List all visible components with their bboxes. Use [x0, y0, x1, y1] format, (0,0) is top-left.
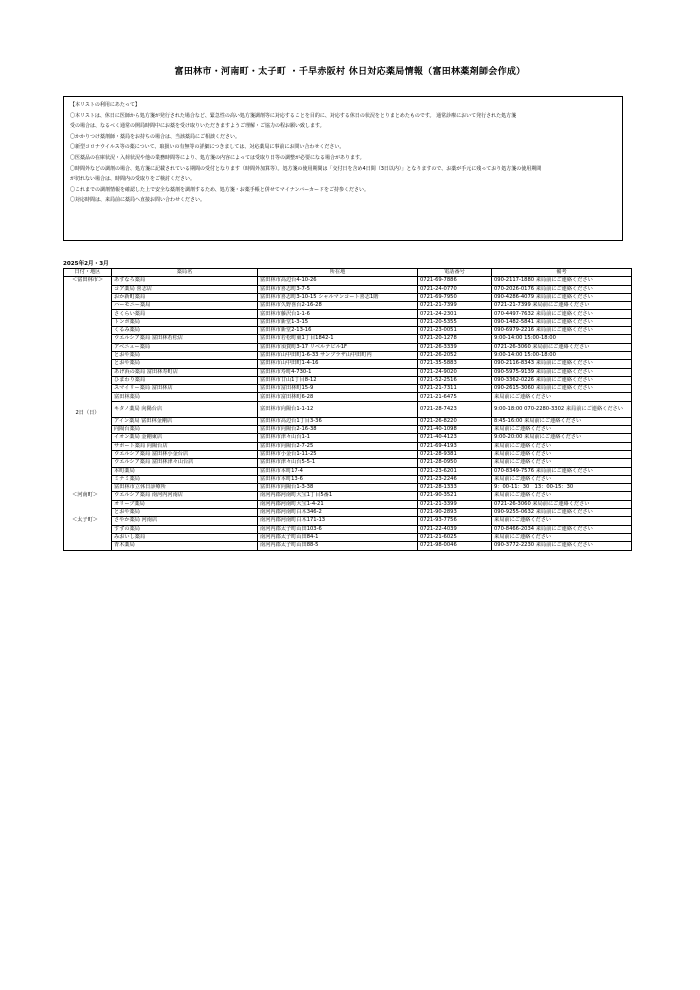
notes: 来局前にご連絡ください [492, 492, 632, 500]
pharmacy-name: コア薬局 喜志店 [112, 285, 258, 293]
pharmacy-name: さくらい薬局 [112, 310, 258, 318]
notes: 来局前にご連絡ください [492, 533, 632, 541]
pharmacy-name: イオン薬局 金剛東店 [112, 434, 258, 442]
pharmacy-name: 本町薬局 [112, 467, 258, 475]
pharmacy-name: 富田林薬局 [112, 393, 258, 401]
notes: 090-3772-2230 来局前にご連絡ください [492, 542, 632, 550]
phone: 0721-90-3521 [418, 492, 492, 500]
notice-line: 〇本リストは、休日に医師から処方箋が発行された場合など、緊急性の高い処方箋調剤等に対応することを目的に、対応する休日の状況をとりまとめたものです。 通常診療において発行された処方箋 [70, 112, 517, 119]
phone: 0721-69-7950 [418, 293, 492, 301]
pharmacy-name: トンボ薬局 [112, 318, 258, 326]
table-row [64, 492, 632, 500]
address: 富田林市津々山台5-5-1 [258, 459, 418, 467]
table-row [64, 533, 632, 541]
address: 富田林市廿山1丁目8-12 [258, 376, 418, 384]
address: 富田林市向陽台1-1-12 [258, 401, 418, 417]
phone: 0721-24-9020 [418, 368, 492, 376]
table-row [64, 417, 632, 425]
pharmacy-name: オリーブ薬局 [112, 500, 258, 508]
notes: 090-2615-3060 来局前にご連絡ください [492, 385, 632, 393]
pharmacy-name: みおいし薬局 [112, 533, 258, 541]
notice-line: 〇かかりつけ薬剤師・薬局をお持ちの場合は、当該薬局にご相談ください。 [70, 133, 241, 140]
pharmacy-name: すずの薬局 [112, 525, 258, 533]
phone: 0721-23-2246 [418, 475, 492, 483]
address: 富田林市富田林町15-9 [258, 385, 418, 393]
phone: 0721-93-7756 [418, 517, 492, 525]
pharmacy-name: くるみ薬局 [112, 327, 258, 335]
address: 富田林市富田林町6-28 [258, 393, 418, 401]
phone: 0721-23-0051 [418, 327, 492, 335]
pharmacy-name: ＜太子町＞ さやか薬局 河南店 [112, 517, 258, 525]
notes: 070-2026-0176 来局前にご連絡ください [492, 285, 632, 293]
phone: 0721-40-4123 [418, 434, 492, 442]
address: 富田林市向陽台2-16-38 [258, 426, 418, 434]
phone: 0721-90-2893 [418, 509, 492, 517]
table-row [64, 525, 632, 533]
header-pharmacy-name: 薬局名 [112, 269, 258, 277]
notes: 0721-21-7399 来局前にご連絡ください [492, 302, 632, 310]
notes: 070-8349-7576 来局前にご連絡ください [492, 467, 632, 475]
notice-line: 〇医薬品の在庫状況・入荷状況や他の業務時間等により、処方箋の内容によっては受取り日等の調整が必要になる場合があります。 [70, 154, 365, 161]
address: 富田林市喜志町3-7-5 [258, 285, 418, 293]
table-row [64, 277, 632, 285]
notice-line: 〇時間外などの調剤の場合、処方箋に記載されている期間の受付となります（時間外加算等）。処方箋の使用期間は「交付日を含め4日間（3日以内）」となりますので、お薬が手元に残っており処方箋の使用期間 [70, 165, 542, 172]
address: 富田林市喜志町3-10-15 シャルマンコート喜志1階 [258, 293, 418, 301]
address: 富田林市新堂1-3-15 [258, 318, 418, 326]
pharmacy-name: ウエルシア薬局 富田林津々山台店 [112, 459, 258, 467]
table-header-row [64, 269, 632, 277]
phone: 0721-21-6475 [418, 393, 492, 401]
notice-line: 〇対応時間は、来局前に薬局へ直接お問い合わせください。 [70, 197, 206, 204]
table-row [64, 360, 632, 368]
notes: 8:45-16:00 来局前にご連絡ください [492, 417, 632, 425]
table-body [64, 277, 632, 550]
phone: 0721-98-0046 [418, 542, 492, 550]
notes: 来局前にご連絡ください [492, 450, 632, 458]
date-cell: 2日（日） [64, 277, 112, 550]
table-row [64, 385, 632, 393]
notice-line: が切れない場合は、時間内の受取りをご検討ください。 [70, 176, 196, 183]
notes: 090-1482-5841 来局前にご連絡ください [492, 318, 632, 326]
table-row [64, 376, 632, 384]
phone: 0721-22-4039 [418, 525, 492, 533]
address: 富田林市須賀町3-17 リベルテビル1F [258, 343, 418, 351]
table-row [64, 318, 632, 326]
pharmacy-name: サポート薬局 向陽台店 [112, 442, 258, 450]
notes: 来局前にご連絡ください [492, 459, 632, 467]
notes: 0721-26-3060 来局前にご連絡ください [492, 343, 632, 351]
period-label: 2025年2月・3月 [63, 261, 109, 267]
table-row [64, 484, 632, 492]
table-row [64, 517, 632, 525]
phone: 0721-21-6025 [418, 533, 492, 541]
area-label: ＜富田林市＞ [72, 277, 104, 284]
address: 南河内郡太子町山田84-1 [258, 533, 418, 541]
address: 富田林市新堂2-13-16 [258, 327, 418, 335]
table-row [64, 327, 632, 335]
address: 南河内郡河南町大宝1丁目5番1 [258, 492, 418, 500]
phone: 0721-35-5883 [418, 360, 492, 368]
address: 富田林市若松町東1丁目1842-1 [258, 335, 418, 343]
address: 富田林市津々山台1-1 [258, 434, 418, 442]
phone: 0721-52-2516 [418, 376, 492, 384]
phone: 0721-28-9381 [418, 450, 492, 458]
pharmacy-name: キタノ薬局 向陽台店 [112, 401, 258, 417]
pharmacy-name: 向陽台薬局 [112, 426, 258, 434]
table-row [64, 450, 632, 458]
pharmacy-name: ウエルシア薬局 富田林小金台店 [112, 450, 258, 458]
phone: 0721-20-1278 [418, 335, 492, 343]
pharmacy-name: 富田林市立休日診療所 [112, 484, 258, 492]
notes: 9：00-11：30 13：00-15：30 [492, 484, 632, 492]
notes: 090-9255-0632 来局前にご連絡ください [492, 509, 632, 517]
pharmacy-name: とおや薬局 [112, 360, 258, 368]
header-address: 所在地 [258, 269, 418, 277]
notes: 来局前にご連絡ください [492, 517, 632, 525]
usage-notice [63, 96, 623, 241]
phone: 0721-21-3399 [418, 500, 492, 508]
table-row [64, 335, 632, 343]
pharmacy-name: おか新町薬局 [112, 293, 258, 301]
area-label: ＜太子町＞ [72, 517, 98, 524]
pharmacy-name: ＜河南町＞ ウエルシア薬局 南河内河南店 [112, 492, 258, 500]
pharmacy-name: ウエルシア薬局 富田林若松店 [112, 335, 258, 343]
pharmacy-name: ひまわり薬局 [112, 376, 258, 384]
notes: 090-6979-2216 来局前にご連絡ください [492, 327, 632, 335]
notice-heading: 【本リストの利用にあたって】 [70, 102, 140, 108]
notes: 来局前にご連絡ください [492, 442, 632, 450]
notes: 9:00-18:00 070-2280-3302 来局前にご連絡ください [492, 401, 632, 417]
address: 富田林市寿町4-730-1 [258, 368, 418, 376]
table-row [64, 351, 632, 359]
notice-line: 〇新型コロナウイルス等の薬について、取扱いの有無等の詳細につきましては、対応薬局に事前にお問い合わせください。 [70, 144, 345, 151]
table-row [64, 475, 632, 483]
phone: 0721-26-2052 [418, 351, 492, 359]
notes: 9:00-14:00 15:00-18:00 [492, 335, 632, 343]
notice-line: 受の場合は、なるべく通常の開局時間中にお薬を受け取りいただきますようご理解・ご協力の程お願い致します。 [70, 123, 325, 130]
address: 富田林市本町13-6 [258, 475, 418, 483]
phone: 0721-28-1333 [418, 484, 492, 492]
table-row [64, 467, 632, 475]
address: 富田林市山中田町1-4-16 [258, 360, 418, 368]
pharmacy-name: 青木薬局 [112, 542, 258, 550]
pharmacy-name: とおや薬局 [112, 351, 258, 359]
table-row [64, 302, 632, 310]
header-date-area: 日付・地区 [64, 269, 112, 277]
pharmacy-name: あげ浜の薬局 富田林寿町店 [112, 368, 258, 376]
notes: 090-2117-1880 来局前にご連絡ください [492, 277, 632, 285]
table-row [64, 310, 632, 318]
table-row [64, 542, 632, 550]
table-row [64, 343, 632, 351]
notice-line: 〇これまでの調剤情報を確認した上で安全な薬剤を調剤するため、処方箋・お薬手帳と併せてマイナンバーカードをご持参ください。 [70, 186, 370, 193]
table-row [64, 434, 632, 442]
header-notes: 備考 [492, 269, 632, 277]
pharmacy-name: ＜富田林市＞ あすなろ薬局 [112, 277, 258, 285]
notes: 090-2116-8343 来局前にご連絡ください [492, 360, 632, 368]
notes: 090-4286-4079 来局前にご連絡ください [492, 293, 632, 301]
address: 富田林市藤沢台1-1-6 [258, 310, 418, 318]
table-row [64, 368, 632, 376]
phone: 0721-21-7311 [418, 385, 492, 393]
table-row [64, 442, 632, 450]
notes: 9:00-14:00 15:00-18:00 [492, 351, 632, 359]
notes: 0721-26-3060 来局前にご連絡ください [492, 500, 632, 508]
address: 南河内郡太子町山田103-6 [258, 525, 418, 533]
pharmacy-table [63, 268, 632, 551]
table-row [64, 293, 632, 301]
table-row [64, 401, 632, 417]
address: 南河内郡河南町白木171-13 [258, 517, 418, 525]
phone: 0721-28-0950 [418, 459, 492, 467]
phone: 0721-69-4193 [418, 442, 492, 450]
phone: 0721-69-7886 [418, 277, 492, 285]
table-row [64, 500, 632, 508]
address: 南河内郡太子町山田88-5 [258, 542, 418, 550]
address: 富田林市向陽台2-7-25 [258, 442, 418, 450]
header-phone: 電話番号 [418, 269, 492, 277]
address: 富田林市向陽台1-3-38 [258, 484, 418, 492]
address: 富田林市高辺台1丁目3-36 [258, 417, 418, 425]
address: 富田林市小金台1-11-25 [258, 450, 418, 458]
phone: 0721-21-7399 [418, 302, 492, 310]
table-row [64, 426, 632, 434]
address: 南河内郡河南町大宝1-4-21 [258, 500, 418, 508]
phone: 0721-23-6201 [418, 467, 492, 475]
notes: 070-8466-2034 来局前にご連絡ください [492, 525, 632, 533]
pharmacy-name: スマイリー薬局 富田林店 [112, 385, 258, 393]
phone: 0721-26-8220 [418, 417, 492, 425]
notes: 070-4497-7632 来局前にご連絡ください [492, 310, 632, 318]
phone: 0721-40-1098 [418, 426, 492, 434]
address: 富田林市久野喜台2-16-28 [258, 302, 418, 310]
notes: 090-5975-9139 来局前にご連絡ください [492, 368, 632, 376]
page-title: 富田林市・河南町・太子町 ・千早赤阪村 休日対応薬局情報（富田林薬剤師会作成） [174, 67, 526, 77]
address: 富田林市高辺台4-10-26 [258, 277, 418, 285]
notes: 来局前にご連絡ください [492, 475, 632, 483]
notes: 来局前にご連絡ください [492, 393, 632, 401]
area-label: ＜河南町＞ [72, 492, 98, 499]
table-row [64, 509, 632, 517]
address: 富田林市本町17-4 [258, 467, 418, 475]
pharmacy-name: とおや薬局 [112, 509, 258, 517]
pharmacy-name: ハーモニー薬局 [112, 302, 258, 310]
pharmacy-name: ミナミ薬局 [112, 475, 258, 483]
table-row [64, 393, 632, 401]
address: 富田林市山中田町1-6-33 サンプラザ山中田町内 [258, 351, 418, 359]
phone: 0721-26-3339 [418, 343, 492, 351]
pharmacy-name: アベニュー薬局 [112, 343, 258, 351]
notes: 090-3362-0226 来局前にご連絡ください [492, 376, 632, 384]
notes: 9:00-20:00 来局前にご連絡ください [492, 434, 632, 442]
notes: 来局前にご連絡ください [492, 426, 632, 434]
phone: 0721-24-0770 [418, 285, 492, 293]
table-row [64, 459, 632, 467]
phone: 0721-24-2301 [418, 310, 492, 318]
phone: 0721-20-5355 [418, 318, 492, 326]
address: 南河内郡河南町白木346-2 [258, 509, 418, 517]
phone: 0721-28-7423 [418, 401, 492, 417]
table-row [64, 285, 632, 293]
pharmacy-name: アイン薬局 富田林金剛店 [112, 417, 258, 425]
